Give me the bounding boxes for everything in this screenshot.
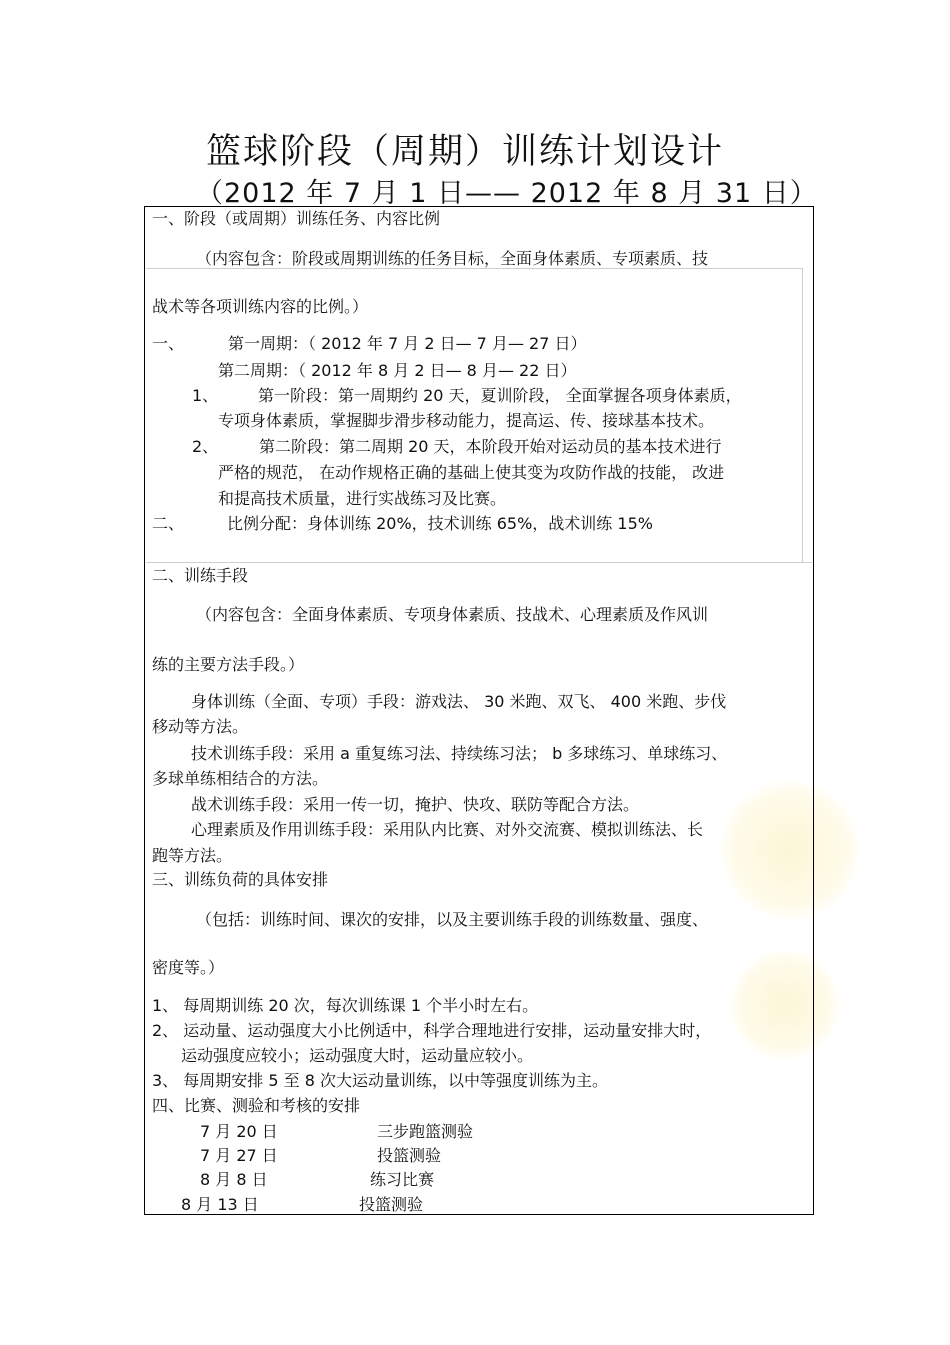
page-title: 篮球阶段（周期）训练计划设计 — [206, 132, 725, 172]
section3-line: 3、 每周期安排 5 至 8 次大运动量训练，以中等强度训练为主。 — [152, 1071, 608, 1090]
faint-divider — [802, 268, 803, 562]
section1-period2: 第二周期：（ 2012 年 8 月 2 日— 8 月— 22 日） — [218, 361, 577, 380]
section3-line: 1、 每周期训练 20 次，每次训练课 1 个半小时左右。 — [152, 996, 539, 1015]
schedule-event: 三步跑篮测验 — [377, 1122, 474, 1141]
schedule-date: 8 月 13 日 — [181, 1195, 259, 1214]
section2-line: 技术训练手段：采用 a 重复练习法、持续练习法； b 多球练习、单球练习、 — [191, 744, 728, 763]
page-subtitle: （2012 年 7 月 1 日—— 2012 年 8 月 31 日） — [196, 178, 818, 209]
section3-note-line2: 密度等。） — [152, 958, 225, 977]
section3-line: 2、 运动量、运动强度大小比例适中，科学合理地进行安排，运动量安排大时， — [152, 1021, 712, 1040]
section1-ratio-marker: 二、 — [152, 514, 185, 533]
section1-stage2-line1: 第二阶段：第二周期 20 天，本阶段开始对运动员的基本技术进行 — [259, 437, 722, 456]
section1-period1: 第一周期：（ 2012 年 7 月 2 日— 7 月— 27 日） — [228, 334, 587, 353]
section1-ratio: 比例分配：身体训练 20%，技术训练 65%，战术训练 15% — [227, 514, 653, 533]
section1-stage1-line1: 第一阶段：第一周期约 20 天，夏训阶段， 全面掌握各项身体素质， — [258, 386, 742, 405]
section2-line: 多球单练相结合的方法。 — [152, 769, 329, 788]
section2-note-line1: （内容包含：全面身体素质、专项身体素质、技战术、心理素质及作风训 — [196, 605, 709, 624]
section1-stage2-marker: 2、 — [192, 437, 219, 456]
section1-stage1-line2: 专项身体素质，掌握脚步滑步移动能力，提高运、传、接球基本技术。 — [218, 411, 715, 430]
schedule-event: 练习比赛 — [370, 1170, 435, 1189]
section2-line: 身体训练（全面、专项）手段：游戏法、 30 米跑、双飞、 400 米跑、步伐 — [191, 692, 727, 711]
schedule-date: 8 月 8 日 — [200, 1170, 268, 1189]
section2-line: 移动等方法。 — [152, 717, 249, 736]
section1-heading: 一、阶段（或周期）训练任务、内容比例 — [152, 209, 441, 228]
section4-heading: 四、比赛、测验和考核的安排 — [152, 1096, 361, 1115]
schedule-event: 投篮测验 — [377, 1146, 442, 1165]
section3-line: 运动强度应较小；运动强度大时，运动量应较小。 — [181, 1046, 534, 1065]
section2-line: 心理素质及作用训练手段：采用队内比赛、对外交流赛、模拟训练法、长 — [191, 820, 704, 839]
schedule-event: 投篮测验 — [359, 1195, 424, 1214]
section1-note-line1: （内容包含：阶段或周期训练的任务目标，全面身体素质、专项素质、技 — [196, 249, 709, 268]
section2-line: 战术训练手段：采用一传一切，掩护、快攻、联防等配合方法。 — [191, 795, 640, 814]
schedule-date: 7 月 27 日 — [200, 1146, 278, 1165]
section3-note-line1: （包括：训练时间、课次的安排，以及主要训练手段的训练数量、强度、 — [196, 910, 709, 929]
section2-note-line2: 练的主要方法手段。） — [152, 655, 305, 674]
section2-heading: 二、训练手段 — [152, 566, 249, 585]
section1-stage2-line2: 严格的规范， 在动作规格正确的基础上使其变为攻防作战的技能， 改进 — [218, 463, 725, 482]
schedule-date: 7 月 20 日 — [200, 1122, 278, 1141]
section1-note-line2: 战术等各项训练内容的比例。） — [152, 297, 369, 316]
section2-line: 跑等方法。 — [152, 846, 233, 865]
section1-stage2-line3: 和提高技术质量，进行实战练习及比赛。 — [218, 489, 507, 508]
section1-item-marker: 一、 — [152, 334, 185, 353]
section1-stage1-marker: 1、 — [192, 386, 219, 405]
section3-heading: 三、训练负荷的具体安排 — [152, 870, 329, 889]
faint-divider — [146, 562, 812, 563]
